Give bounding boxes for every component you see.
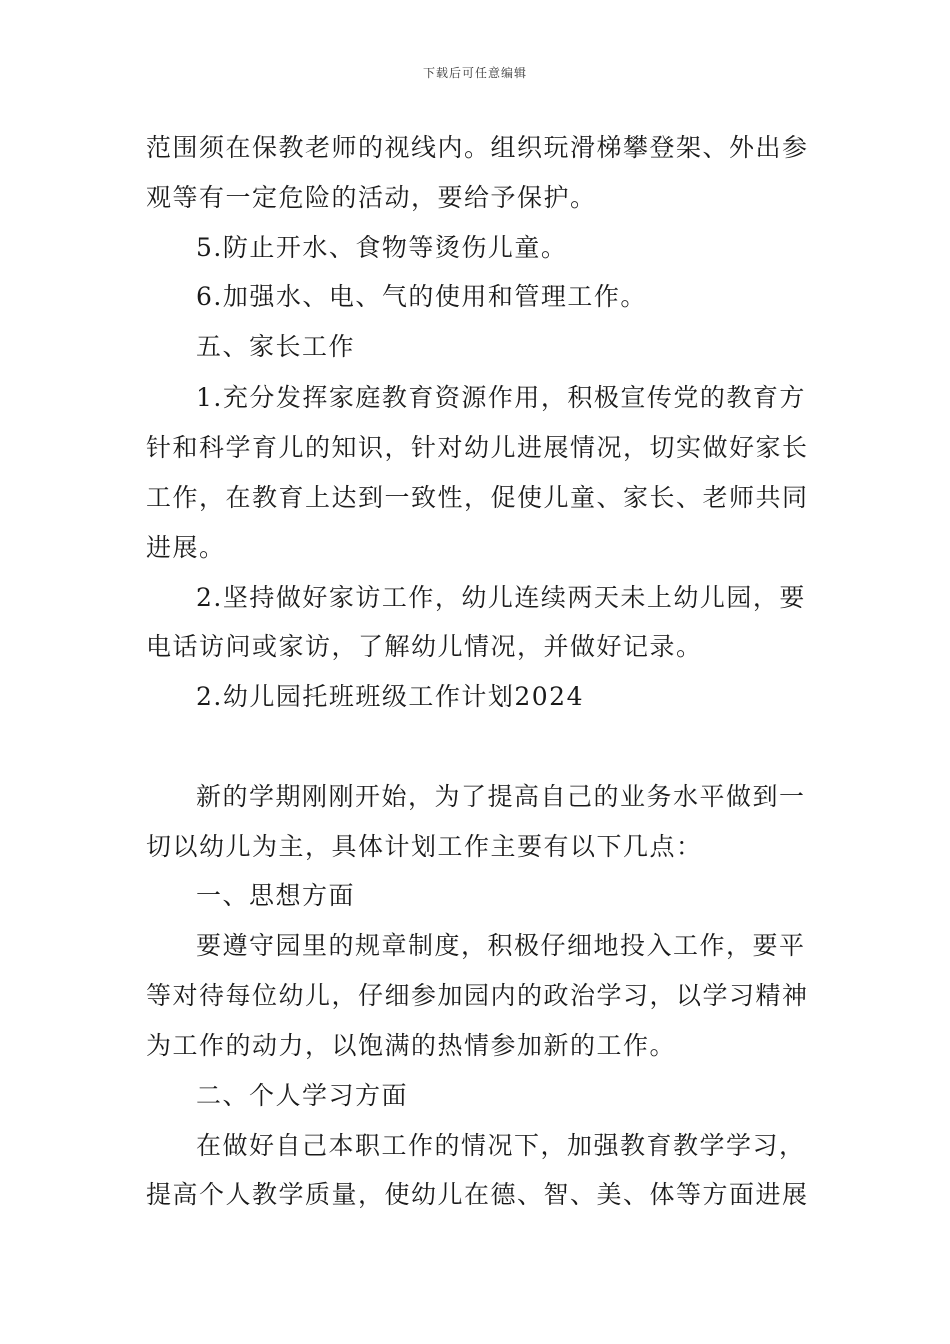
paragraph-line: 范围须在保教老师的视线内。组织玩滑梯攀登架、外出参 bbox=[146, 133, 809, 162]
section-heading: 一、思想方面 bbox=[196, 881, 356, 910]
paragraph-line: 2.坚持做好家访工作，幼儿连续两天未上幼儿园，要 bbox=[196, 583, 806, 612]
section-heading: 五、家长工作 bbox=[196, 332, 356, 361]
paragraph-line: 在做好自己本职工作的情况下，加强教育教学学习， bbox=[196, 1131, 806, 1160]
paragraph-line: 针和科学育儿的知识，针对幼儿进展情况，切实做好家长 bbox=[146, 433, 809, 462]
paragraph-line: 为工作的动力，以饱满的热情参加新的工作。 bbox=[146, 1031, 677, 1060]
paragraph-line: 1.充分发挥家庭教育资源作用，积极宣传党的教育方 bbox=[196, 383, 806, 412]
paragraph-line: 工作，在教育上达到一致性，促使儿童、家长、老师共同 bbox=[146, 483, 809, 512]
paragraph-line: 提高个人教学质量，使幼儿在德、智、美、体等方面进展 bbox=[146, 1180, 809, 1209]
section-heading: 二、个人学习方面 bbox=[196, 1081, 409, 1110]
paragraph-line: 新的学期刚刚开始，为了提高自己的业务水平做到一 bbox=[196, 782, 806, 811]
paragraph-line: 观等有一定危险的活动，要给予保护。 bbox=[146, 183, 597, 212]
paragraph-line: 电话访问或家访，了解幼儿情况，并做好记录。 bbox=[146, 632, 703, 661]
list-item: 5.防止开水、食物等烫伤儿童。 bbox=[196, 233, 568, 262]
paragraph-line: 切以幼儿为主，具体计划工作主要有以下几点： bbox=[146, 832, 703, 861]
page-header-note: 下载后可任意编辑 bbox=[422, 66, 527, 80]
paragraph-line: 进展。 bbox=[146, 533, 226, 562]
list-item: 6.加强水、电、气的使用和管理工作。 bbox=[196, 282, 647, 311]
paragraph-line: 等对待每位幼儿，仔细参加园内的政治学习，以学习精神 bbox=[146, 981, 809, 1010]
document-title: 2.幼儿园托班班级工作计划2024 bbox=[196, 682, 584, 711]
paragraph-line: 要遵守园里的规章制度，积极仔细地投入工作，要平 bbox=[196, 931, 806, 960]
